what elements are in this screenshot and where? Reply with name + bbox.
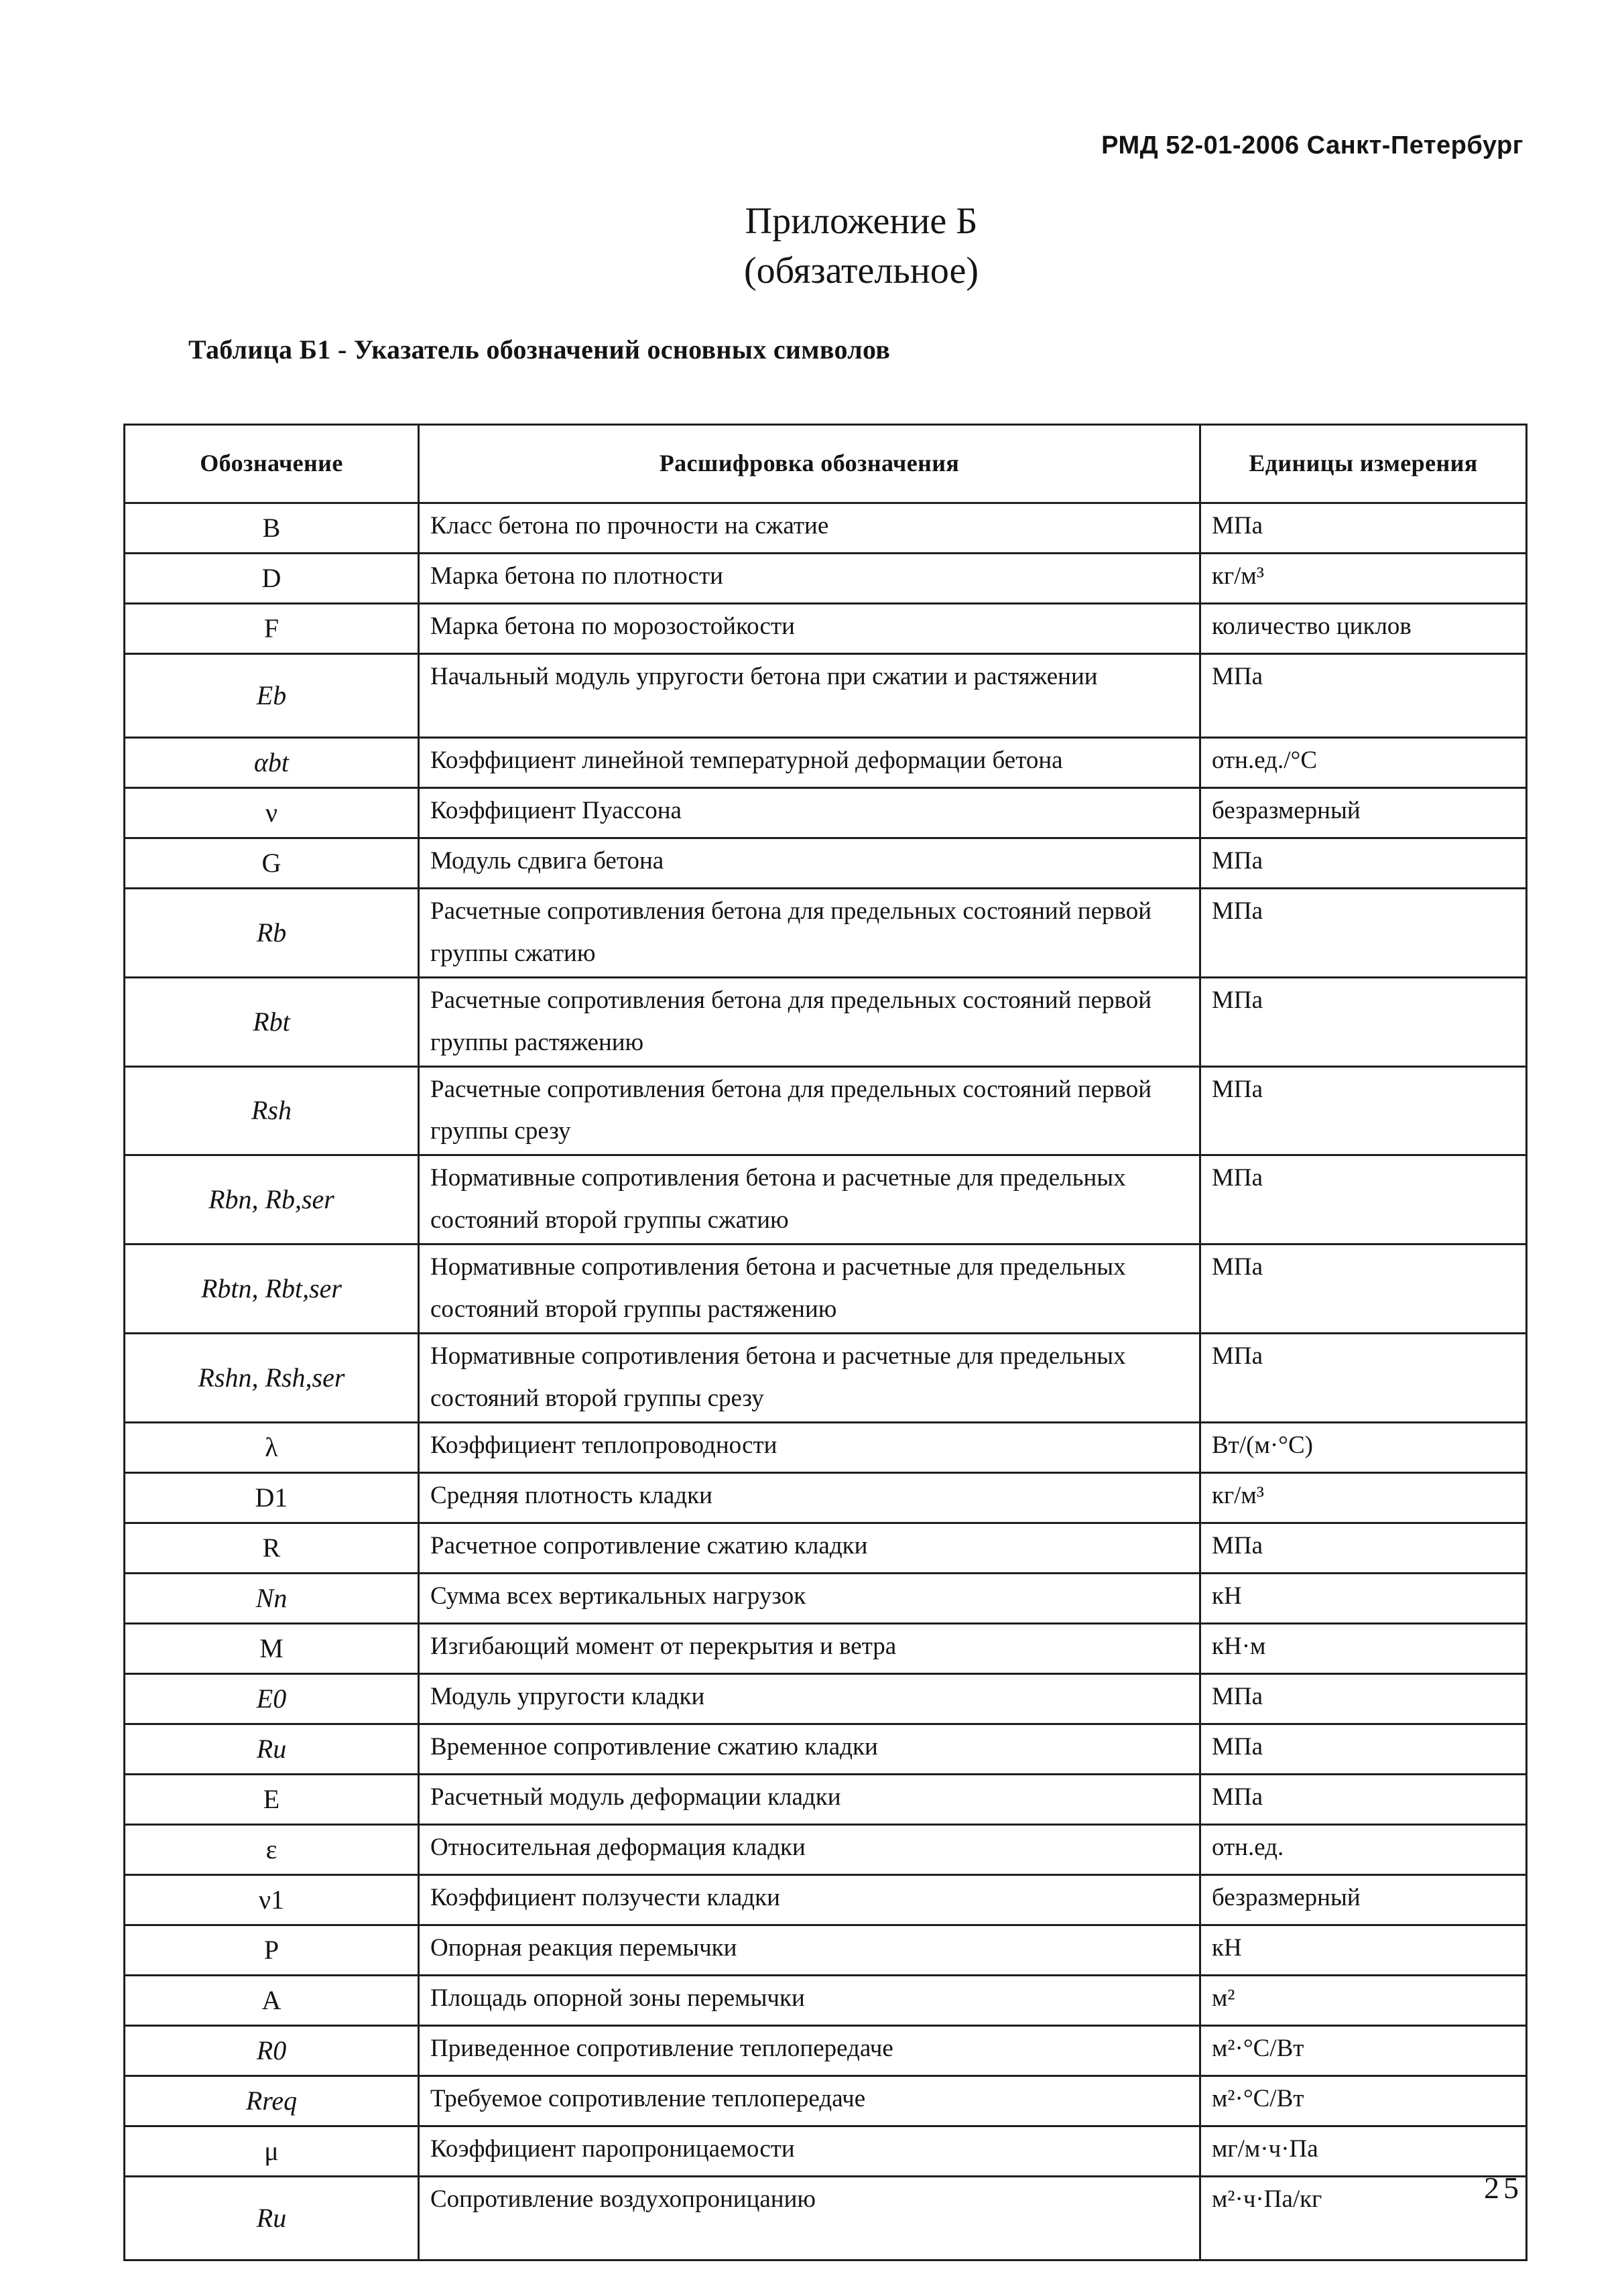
table-row — [125, 1245, 1527, 1334]
symbol-cell: Rи — [125, 2176, 419, 2260]
table-row — [125, 1155, 1527, 1245]
table-row — [125, 654, 1527, 738]
table-row — [125, 1066, 1527, 1155]
unit-cell: м²·°С/Вт — [1200, 2025, 1527, 2076]
table-row — [125, 2025, 1527, 2076]
unit-cell: МПа — [1200, 1673, 1527, 1724]
description-cell: Нормативные сопротивления бетона и расчетные для предельных состояний второй группы сжатию — [419, 1155, 1200, 1245]
table-row — [125, 889, 1527, 978]
appendix-title-line1: Приложение Б — [745, 200, 978, 242]
description-cell: Модуль сдвига бетона — [419, 838, 1200, 889]
unit-cell: кН·м — [1200, 1623, 1527, 1673]
description-cell: Сумма всех вертикальных нагрузок — [419, 1573, 1200, 1623]
table-row — [125, 838, 1527, 889]
unit-cell: отн.ед. — [1200, 1824, 1527, 1874]
unit-cell: кг/м³ — [1200, 1472, 1527, 1523]
description-cell: Коэффициент линейной температурной деформации бетона — [419, 738, 1200, 788]
table-row — [125, 1333, 1527, 1422]
document-code: РМД 52-01-2006 Санкт-Петербург — [1101, 131, 1523, 160]
unit-cell: безразмерный — [1200, 1874, 1527, 1925]
table-header-row — [125, 425, 1527, 503]
table-row — [125, 503, 1527, 554]
unit-cell: МПа — [1200, 1774, 1527, 1824]
symbol-cell: E0 — [125, 1673, 419, 1724]
unit-cell: кг/м³ — [1200, 554, 1527, 604]
symbol-cell: Eb — [125, 654, 419, 738]
description-cell: Средняя плотность кладки — [419, 1472, 1200, 1523]
description-cell: Класс бетона по прочности на сжатие — [419, 503, 1200, 554]
unit-cell: м²·ч·Па/кг — [1200, 2176, 1527, 2260]
description-cell: Расчетные сопротивления бетона для предельных состояний первой группы растяжению — [419, 977, 1200, 1066]
table-row — [125, 2076, 1527, 2126]
description-cell: Коэффициент Пуассона — [419, 788, 1200, 838]
unit-cell: Вт/(м·°С) — [1200, 1422, 1527, 1472]
page-number: 25 — [1484, 2171, 1523, 2205]
symbol-cell: Rbt — [125, 977, 419, 1066]
symbol-cell: ν1 — [125, 1874, 419, 1925]
unit-cell: МПа — [1200, 1333, 1527, 1422]
description-cell: Начальный модуль упругости бетона при сжатии и растяжении — [419, 654, 1200, 738]
symbols-table — [123, 424, 1527, 2261]
table-row — [125, 1472, 1527, 1523]
description-cell: Модуль упругости кладки — [419, 1673, 1200, 1724]
table-row — [125, 1623, 1527, 1673]
table-row — [125, 738, 1527, 788]
column-header-unit: Единицы измерения — [1200, 425, 1527, 503]
description-cell: Расчетный модуль деформации кладки — [419, 1774, 1200, 1824]
symbol-cell: P — [125, 1925, 419, 1975]
symbol-cell: Rshn, Rsh,ser — [125, 1333, 419, 1422]
symbol-cell: Rreq — [125, 2076, 419, 2126]
symbol-cell: Rbn, Rb,ser — [125, 1155, 419, 1245]
symbol-cell: A — [125, 1975, 419, 2025]
table-row — [125, 1774, 1527, 1824]
unit-cell: МПа — [1200, 1245, 1527, 1334]
symbol-cell: Rsh — [125, 1066, 419, 1155]
table-row — [125, 554, 1527, 604]
symbol-cell: Nn — [125, 1573, 419, 1623]
symbol-cell: Rb — [125, 889, 419, 978]
table-row — [125, 2176, 1527, 2260]
unit-cell: кН — [1200, 1925, 1527, 1975]
unit-cell: количество циклов — [1200, 604, 1527, 654]
unit-cell: м²·°С/Вт — [1200, 2076, 1527, 2126]
symbol-cell: Rи — [125, 1724, 419, 1774]
symbol-cell: D1 — [125, 1472, 419, 1523]
table-row — [125, 1523, 1527, 1573]
description-cell: Расчетные сопротивления бетона для предельных состояний первой группы срезу — [419, 1066, 1200, 1155]
symbol-cell: B — [125, 503, 419, 554]
table-row — [125, 1673, 1527, 1724]
description-cell: Нормативные сопротивления бетона и расчетные для предельных состояний второй группы растяжению — [419, 1245, 1200, 1334]
description-cell: Марка бетона по морозостойкости — [419, 604, 1200, 654]
symbol-cell: αbt — [125, 738, 419, 788]
description-cell: Расчетное сопротивление сжатию кладки — [419, 1523, 1200, 1573]
description-cell: Требуемое сопротивление теплопередаче — [419, 2076, 1200, 2126]
table-row — [125, 1925, 1527, 1975]
table-row — [125, 1975, 1527, 2025]
symbol-cell: R0 — [125, 2025, 419, 2076]
unit-cell: м² — [1200, 1975, 1527, 2025]
description-cell: Изгибающий момент от перекрытия и ветра — [419, 1623, 1200, 1673]
column-header-symbol: Обозначение — [125, 425, 419, 503]
description-cell: Временное сопротивление сжатию кладки — [419, 1724, 1200, 1774]
unit-cell: мг/м·ч·Па — [1200, 2126, 1527, 2176]
symbol-cell: Rbtn, Rbt,ser — [125, 1245, 419, 1334]
description-cell: Опорная реакция перемычки — [419, 1925, 1200, 1975]
unit-cell: МПа — [1200, 977, 1527, 1066]
unit-cell: МПа — [1200, 1523, 1527, 1573]
symbol-cell: E — [125, 1774, 419, 1824]
symbol-cell: R — [125, 1523, 419, 1573]
description-cell: Марка бетона по плотности — [419, 554, 1200, 604]
table-body — [125, 503, 1527, 2260]
column-header-description: Расшифровка обозначения — [419, 425, 1200, 503]
description-cell: Нормативные сопротивления бетона и расчетные для предельных состояний второй группы срезу — [419, 1333, 1200, 1422]
unit-cell: МПа — [1200, 889, 1527, 978]
description-cell: Коэффициент паропроницаемости — [419, 2126, 1200, 2176]
description-cell: Коэффициент ползучести кладки — [419, 1874, 1200, 1925]
table-row — [125, 1874, 1527, 1925]
table-row — [125, 1422, 1527, 1472]
appendix-title-line2: (обязательное) — [744, 250, 979, 292]
appendix-title — [0, 196, 1622, 296]
table-row — [125, 977, 1527, 1066]
unit-cell: МПа — [1200, 838, 1527, 889]
description-cell: Расчетные сопротивления бетона для предельных состояний первой группы сжатию — [419, 889, 1200, 978]
symbol-cell: M — [125, 1623, 419, 1673]
table-row — [125, 1724, 1527, 1774]
unit-cell: МПа — [1200, 1155, 1527, 1245]
unit-cell: безразмерный — [1200, 788, 1527, 838]
description-cell: Относительная деформация кладки — [419, 1824, 1200, 1874]
table-row — [125, 1824, 1527, 1874]
description-cell: Сопротивление воздухопроницанию — [419, 2176, 1200, 2260]
unit-cell: МПа — [1200, 503, 1527, 554]
symbol-cell: λ — [125, 1422, 419, 1472]
table-caption: Таблица Б1 - Указатель обозначений основных символов — [188, 334, 891, 365]
table-row — [125, 788, 1527, 838]
description-cell: Площадь опорной зоны перемычки — [419, 1975, 1200, 2025]
unit-cell: МПа — [1200, 1724, 1527, 1774]
table-row — [125, 1573, 1527, 1623]
symbol-cell: ε — [125, 1824, 419, 1874]
description-cell: Приведенное сопротивление теплопередаче — [419, 2025, 1200, 2076]
table-row — [125, 604, 1527, 654]
symbol-cell: μ — [125, 2126, 419, 2176]
unit-cell: кН — [1200, 1573, 1527, 1623]
description-cell: Коэффициент теплопроводности — [419, 1422, 1200, 1472]
unit-cell: отн.ед./°С — [1200, 738, 1527, 788]
symbol-cell: D — [125, 554, 419, 604]
unit-cell: МПа — [1200, 654, 1527, 738]
symbol-cell: ν — [125, 788, 419, 838]
table-row — [125, 2126, 1527, 2176]
unit-cell: МПа — [1200, 1066, 1527, 1155]
symbol-cell: F — [125, 604, 419, 654]
symbol-cell: G — [125, 838, 419, 889]
